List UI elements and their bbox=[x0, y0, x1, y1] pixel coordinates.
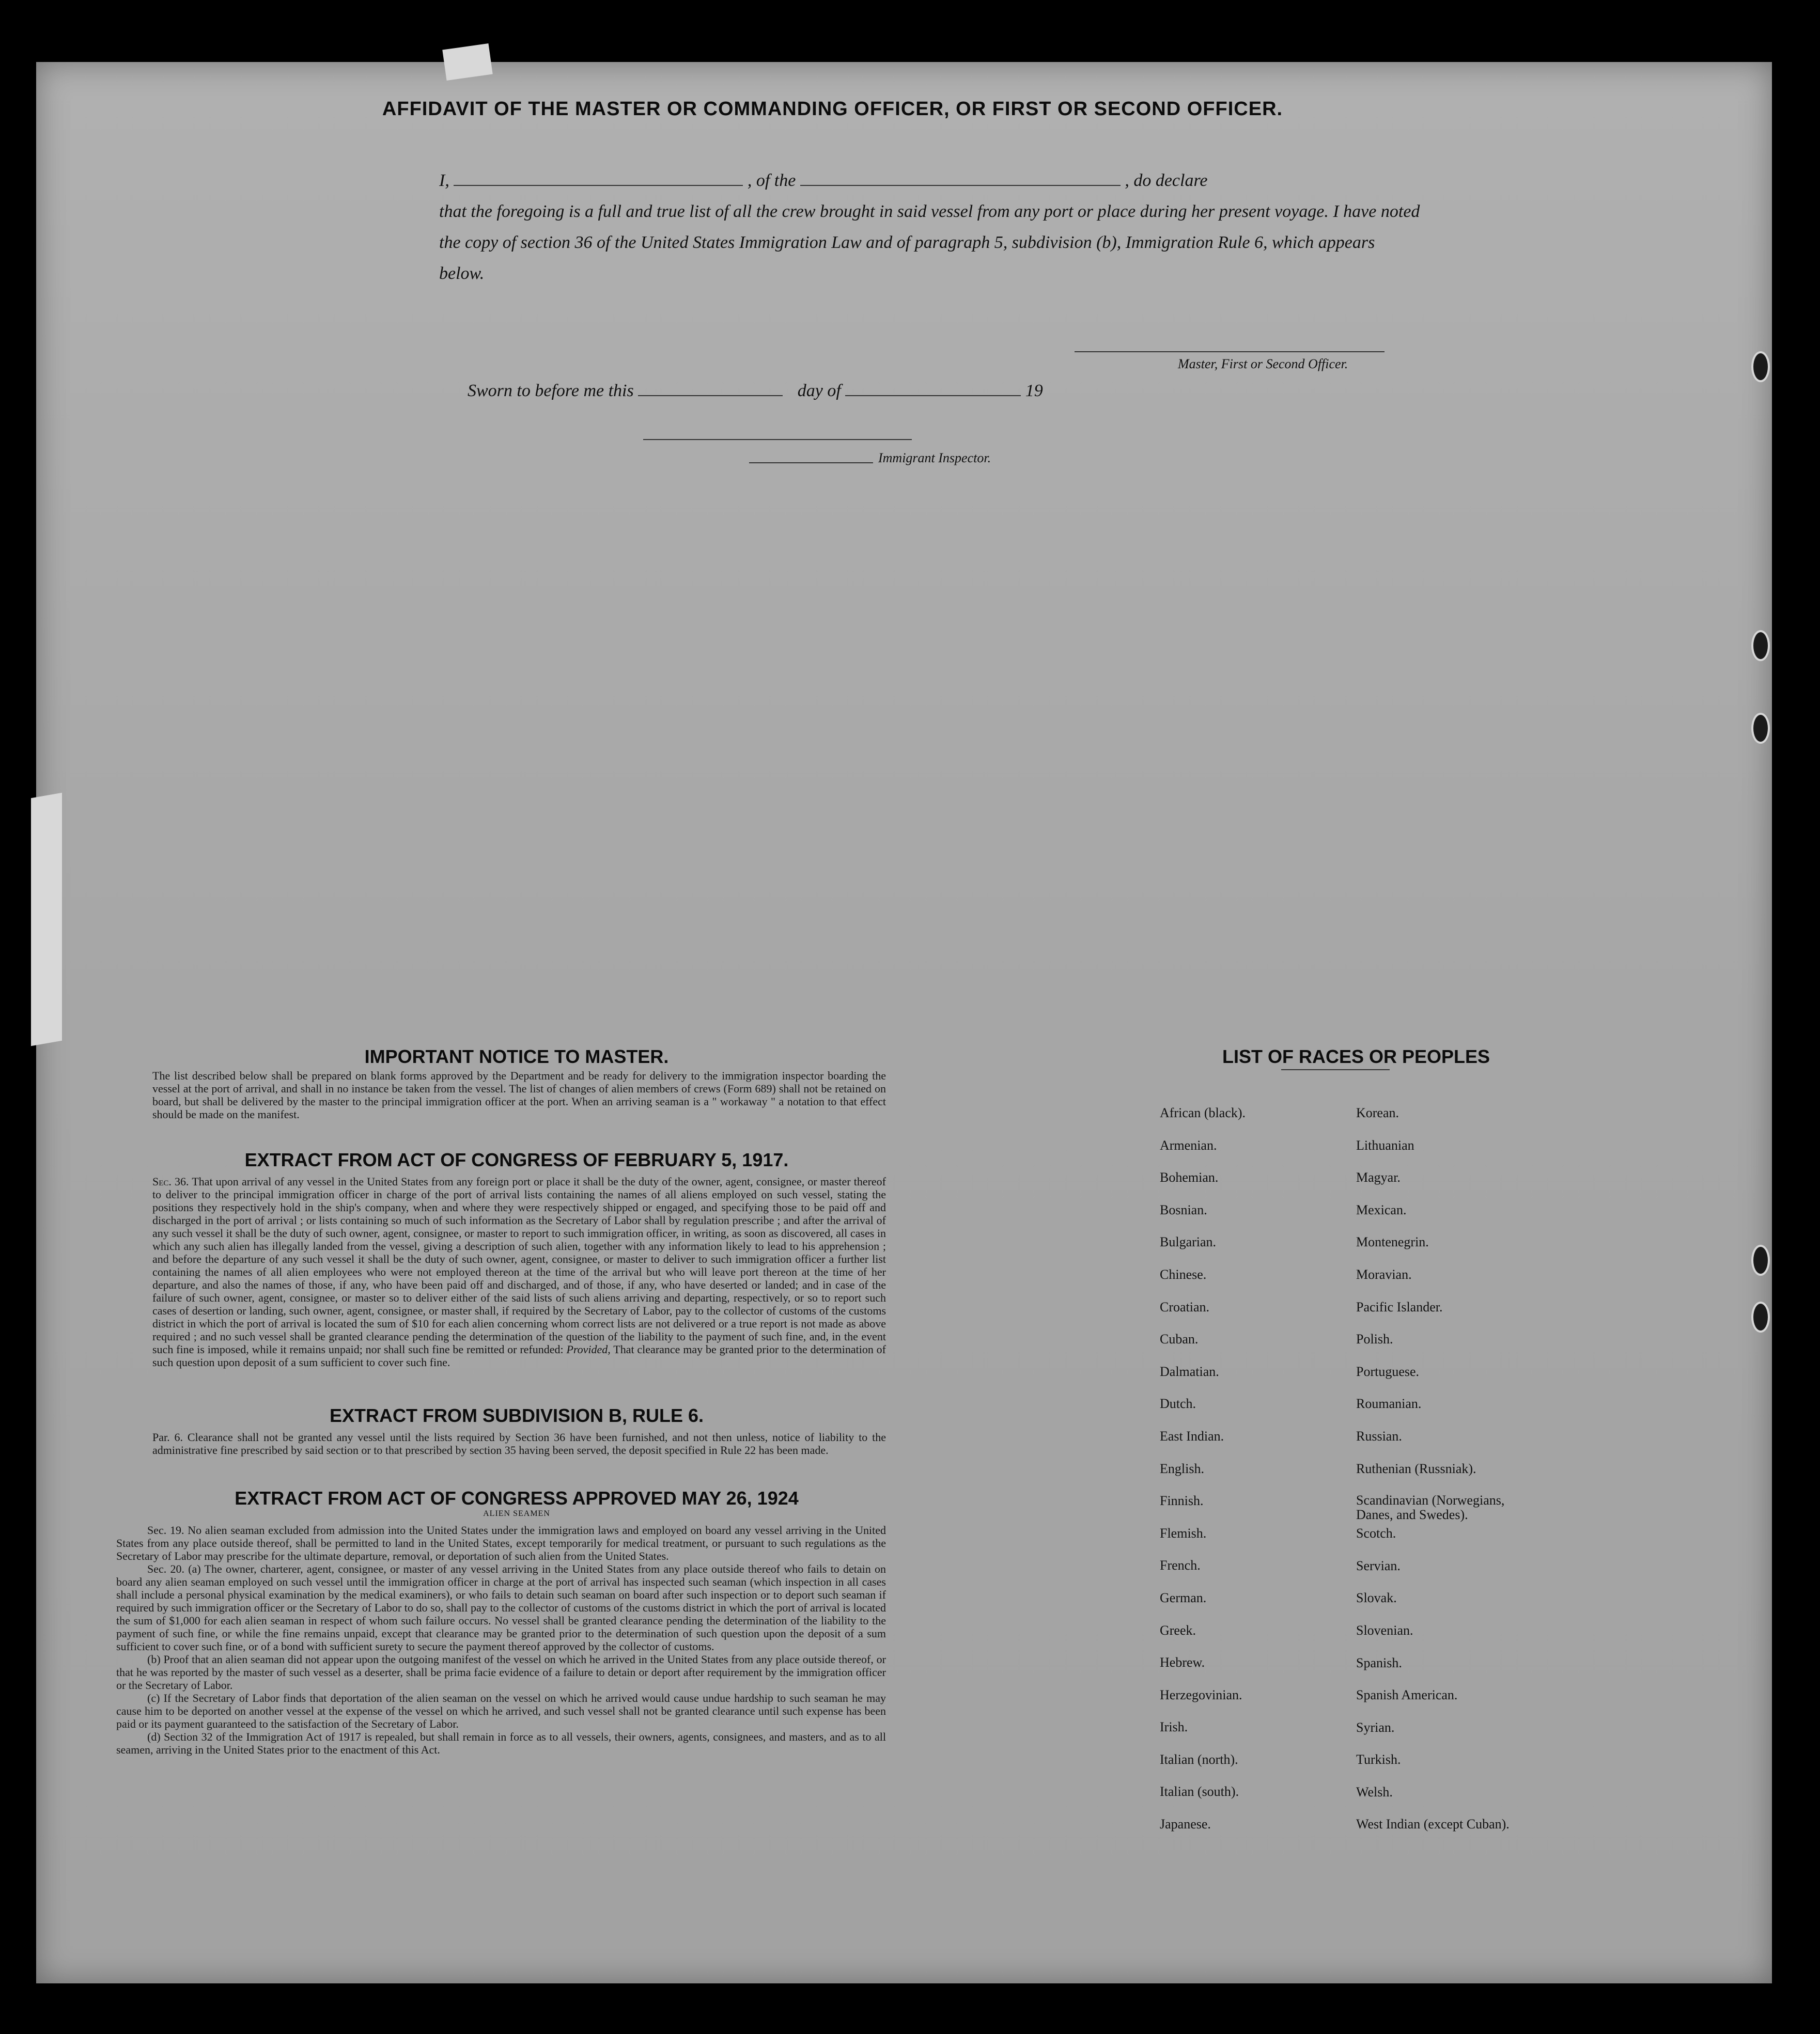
race-item: English. bbox=[1160, 1461, 1204, 1476]
race-item: Polish. bbox=[1356, 1332, 1393, 1347]
signature-line[interactable] bbox=[1075, 351, 1385, 352]
race-item: Bohemian. bbox=[1160, 1170, 1219, 1185]
race-item: Scandinavian (Norwegians, Danes, and Swedes). bbox=[1356, 1493, 1505, 1523]
race-item: Servian. bbox=[1356, 1558, 1401, 1573]
race-item: Japanese. bbox=[1160, 1817, 1211, 1832]
race-item: Armenian. bbox=[1160, 1137, 1217, 1153]
extract-1924-subtitle: ALIEN SEAMEN bbox=[483, 1509, 550, 1518]
race-item: Greek. bbox=[1160, 1622, 1196, 1638]
races-right-column bbox=[1356, 1105, 1527, 1849]
race-item: Ruthenian (Russniak). bbox=[1356, 1461, 1476, 1476]
paragraph: Sec. 20. (a) The owner, charterer, agent, consignee, or master of any vessel arriving in the United States from any place outside thereof who fails to detain on board any alien seaman employed on such vessel until the immigration officer in charge at the port of arrival has inspected such seaman (which inspection in all cases shall include a personal physical examination by the medical examiners), or who fails to detain such seaman on board after such inspection or to deport such seaman if required by such immigration officer or the Secretary of Labor to do so, shall pay to the collector of customs of the customs district in which the port of arrival is located the sum of $1,000 for each alien seaman in respect of whom such failure occurs. No vessel shall be granted clearance pending the determination of the liability to the payment of such fine, or while the fine remains unpaid, except that clearance may be granted prior to the determination of such question upon the deposit of a sum sufficient to cover such fine, or of a bond with sufficient surety to secure the payment thereof approved by the collector of customs. bbox=[116, 1562, 886, 1653]
extract-rule6-text: Par. 6. Clearance shall not be granted any vessel until the lists required by Section 36 have been furnished, and not then unless, notice of liability to the administrative fine prescribed by said section or to that prescribed by section 35 having been served, the deposit specified in Rule 22 has been made. bbox=[152, 1431, 886, 1457]
race-item: Moravian. bbox=[1356, 1266, 1412, 1282]
race-item: Cuban. bbox=[1160, 1332, 1199, 1347]
inspector-signature-line[interactable] bbox=[749, 462, 873, 463]
race-item: Scotch. bbox=[1356, 1526, 1396, 1541]
inspector-signature-line[interactable] bbox=[643, 439, 912, 440]
sworn-day-field[interactable] bbox=[638, 380, 783, 396]
notice-title: IMPORTANT NOTICE TO MASTER. bbox=[364, 1046, 669, 1067]
extract-1924-title: EXTRACT FROM ACT OF CONGRESS APPROVED MAY 26, 1924 bbox=[235, 1488, 799, 1509]
inspector-label: Immigrant Inspector. bbox=[878, 450, 991, 465]
binding-hole bbox=[1751, 1245, 1770, 1276]
race-item: Welsh. bbox=[1356, 1784, 1393, 1800]
binding-hole bbox=[1751, 713, 1770, 744]
race-item: Bulgarian. bbox=[1160, 1234, 1217, 1250]
race-item: Mexican. bbox=[1356, 1202, 1407, 1217]
affidavit-body bbox=[439, 165, 1421, 289]
race-item: Finnish. bbox=[1160, 1493, 1204, 1509]
race-item: Irish. bbox=[1160, 1719, 1188, 1735]
race-item: Turkish. bbox=[1356, 1752, 1401, 1767]
race-item: Montenegrin. bbox=[1356, 1234, 1429, 1250]
extract-rule6-title: EXTRACT FROM SUBDIVISION B, RULE 6. bbox=[329, 1405, 704, 1426]
race-item: Flemish. bbox=[1160, 1525, 1207, 1541]
sworn-line: Sworn to before me this day of 19 bbox=[468, 380, 1043, 401]
vessel-name-field[interactable] bbox=[800, 169, 1121, 186]
affidavit-title: AFFIDAVIT OF THE MASTER OR COMMANDING OFFICER, OR FIRST OR SECOND OFFICER. bbox=[382, 98, 1283, 120]
race-item: East Indian. bbox=[1160, 1428, 1224, 1444]
races-left-column bbox=[1160, 1105, 1246, 1849]
affidavit-text: that the foregoing is a full and true list of all the crew brought in said vessel from any port or place during her present voyage. I have noted the copy of section 36 of the United States Immigration Law and of paragraph 5, subdivision (b), Immigration Rule 6, which appears below. bbox=[439, 202, 1420, 283]
race-item: Portuguese. bbox=[1356, 1364, 1420, 1379]
signature-label: Master, First or Second Officer. bbox=[1178, 356, 1348, 371]
sworn-month-field[interactable] bbox=[845, 380, 1021, 396]
race-item: African (black). bbox=[1160, 1105, 1246, 1120]
race-item: Magyar. bbox=[1356, 1170, 1401, 1185]
torn-edge bbox=[31, 793, 62, 1046]
master-name-field[interactable] bbox=[454, 169, 743, 186]
race-item: Roumanian. bbox=[1356, 1396, 1422, 1412]
race-item: Slovenian. bbox=[1356, 1622, 1413, 1638]
race-item: Slovak. bbox=[1356, 1590, 1397, 1606]
race-item: Dalmatian. bbox=[1160, 1364, 1219, 1379]
race-item: Pacific Islander. bbox=[1356, 1299, 1443, 1315]
race-item: Russian. bbox=[1356, 1428, 1402, 1444]
race-item: Hebrew. bbox=[1160, 1655, 1205, 1670]
race-item: Italian (south). bbox=[1160, 1784, 1239, 1800]
affidavit-declaration-line: I, , of the , do declare bbox=[439, 165, 1421, 196]
race-item: Korean. bbox=[1356, 1105, 1399, 1120]
race-item: West Indian (except Cuban). bbox=[1356, 1817, 1510, 1832]
race-item: Lithuanian bbox=[1356, 1137, 1414, 1153]
race-item: Chinese. bbox=[1160, 1266, 1207, 1282]
race-item: Spanish American. bbox=[1356, 1687, 1458, 1703]
paragraph: (c) If the Secretary of Labor finds that deportation of the alien seaman on the vessel on which he arrived would cause undue hardship to such seaman he may cause him to be deported on another vessel at the expense of the vessel on which he arrived, and such vessel shall not be granted clearance until such expense has been paid or its payment guaranteed to the satisfaction of the Secretary of Labor. bbox=[116, 1692, 886, 1730]
paragraph: Sec. 19. No alien seaman excluded from admission into the United States under the immigration laws and employed on board any vessel arriving in the United States from any place outside thereof, shall be permitted to land in the United States, except temporarily for medical treatment, or pursuant to such regulations as the Secretary of Labor may prescribe for the ultimate departure, removal, or deportation of such alien from the United States. bbox=[116, 1524, 886, 1562]
race-item: Spanish. bbox=[1356, 1655, 1402, 1670]
race-item: Croatian. bbox=[1160, 1299, 1210, 1315]
torn-corner bbox=[442, 43, 492, 81]
paragraph: (b) Proof that an alien seaman did not appear upon the outgoing manifest of the vessel on which he arrived in the United States from any place outside thereof, or that he was reported by the master of such vessel as a deserter, shall be prima facie evidence of a failure to detain or deport after requirement by the immigration officer or the Secretary of Labor. bbox=[116, 1653, 886, 1692]
extract-1917-text: Sec. 36. That upon arrival of any vessel in the United States from any foreign port or place it shall be the duty of the owner, agent, consignee, or master thereof to deliver to the principal immigration officer in charge of the port of arrival lists containing the names of all aliens employed on such vessel, stating the positions they respectively hold in the ship's company, when and where they were respectively shipped or engaged, and specifying those to be paid off and discharged in the port of arrival ; or lists containing so much of such information as the Secretary of Labor shall by regulation prescribe ; and after the arrival of any such vessel it shall be the duty of such owner, agent, consignee, or master to report to such immigration officer, in writing, as soon as discovered, all cases in which any such alien has illegally landed from the vessel, giving a description of such alien, together with any information likely to lead to his apprehension ; and before the departure of any such vessel it shall be the duty of such owner, agent, consignee, or master to deliver to such immigration officer a further list containing the names of all alien employees who were not employed thereon at the time of the arrival but who will leave port thereon at the time of her departure, and also the names of those, if any, who have been paid off and discharged, and of those, if any, who have deserted or landed; and in case of the failure of such owner, agent, consignee, or master so to deliver either of the said lists of such aliens arriving and departing, respectively, or so to report such cases of desertion or landing, such owner, agent, consignee, or master shall, if required by the Secretary of Labor, pay to the collector of customs of the customs district in which the port of arrival is located the sum of $10 for each alien concerning whom correct lists are not delivered or a true report is not made as above required ; and no such vessel shall be granted clearance pending the determination of the question of the liability to the payment of such fine, and, in the event such fine is imposed, while it remains unpaid; nor shall such fine be remitted or refunded: Provided, That clearance may be granted prior to the determination of such question upon deposit of a sum sufficient to cover such fine. bbox=[152, 1175, 886, 1369]
race-item: German. bbox=[1160, 1590, 1207, 1605]
races-title: LIST OF RACES OR PEOPLES bbox=[1222, 1046, 1490, 1067]
race-item: French. bbox=[1160, 1558, 1201, 1573]
binding-hole bbox=[1751, 630, 1770, 661]
binding-hole bbox=[1751, 351, 1770, 382]
race-item: Syrian. bbox=[1356, 1719, 1395, 1735]
binding-hole bbox=[1751, 1302, 1770, 1333]
race-item: Bosnian. bbox=[1160, 1202, 1207, 1217]
paragraph: (d) Section 32 of the Immigration Act of 1917 is repealed, but shall remain in force as to all vessels, their owners, agents, consignees, and masters, and as to all seamen, arriving in the United States prior to the enactment of this Act. bbox=[116, 1730, 886, 1756]
races-divider bbox=[1281, 1069, 1390, 1070]
race-item: Herzegovinian. bbox=[1160, 1687, 1242, 1702]
notice-text: The list described below shall be prepared on blank forms approved by the Department and be ready for delivery to the immigration inspector boarding the vessel at the port of arrival, and shall in no instance be taken from the vessel. The list of changes of alien members of crews (Form 689) shall not be retained on board, but shall be delivered by the master to the principal immigration officer at the port. When an arriving seaman is a " workaway " a notation to that effect should be made on the manifest. bbox=[152, 1069, 886, 1121]
race-item: Dutch. bbox=[1160, 1396, 1196, 1412]
extract-1917-title: EXTRACT FROM ACT OF CONGRESS OF FEBRUARY 5, 1917. bbox=[244, 1149, 789, 1170]
extract-1924-text bbox=[116, 1524, 886, 1756]
race-item: Italian (north). bbox=[1160, 1751, 1238, 1767]
